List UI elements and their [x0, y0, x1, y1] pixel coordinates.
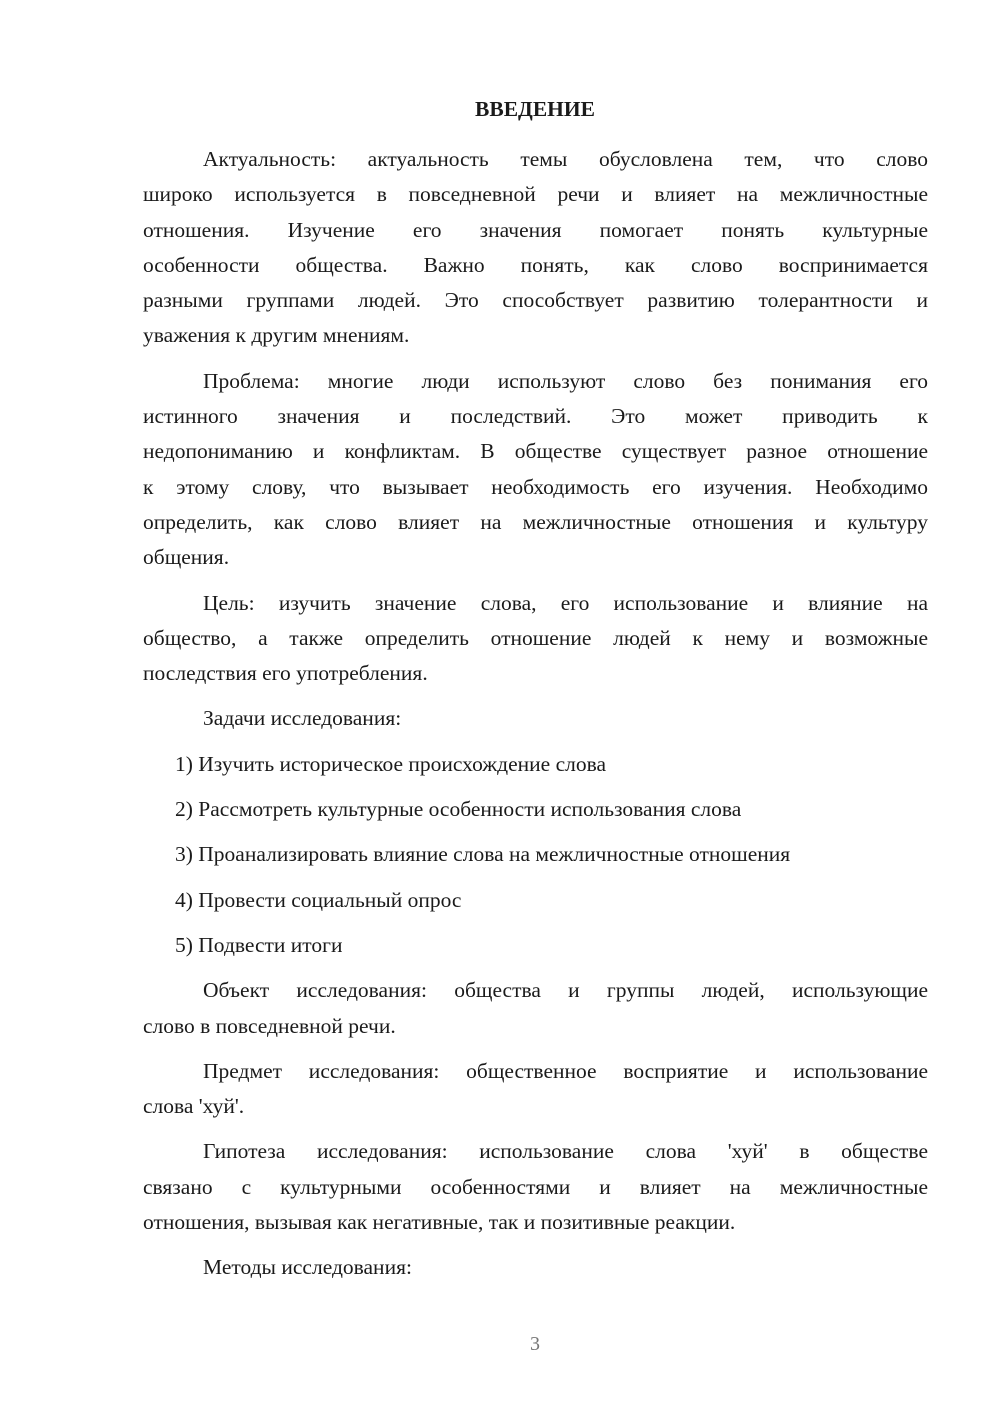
text-line: общения. [143, 545, 230, 570]
text-line: связано с культурными особенностями и влияет на межличностные [143, 1174, 928, 1199]
text-line: отношения. Изучение его значения помогает понять культурные [143, 217, 928, 242]
paragraph [143, 973, 928, 1044]
task-list [143, 747, 928, 973]
text-line: слово в повседневной речи. [143, 1013, 396, 1038]
text-line: общество, а также определить отношение людей к нему и возможные [143, 625, 928, 650]
text-line: Цель: изучить значение слова, его использование и влияние на [203, 590, 928, 615]
section-title: ВВЕДЕНИЕ [475, 97, 595, 121]
page-number: 3 [530, 1333, 540, 1355]
paragraph [143, 701, 928, 736]
list-item: 3) Проанализировать влияние слова на межличностные отношения [175, 842, 791, 867]
text-line: Гипотеза исследования: использование слова 'хуй' в обществе [203, 1139, 928, 1164]
text-line: разными группами людей. Это способствует развитию толерантности и [143, 288, 928, 313]
text-line: последствия его употребления. [143, 661, 428, 686]
list-item: 5) Подвести итоги [175, 932, 343, 957]
paragraph [143, 1250, 928, 1285]
text-line: уважения к другим мнениям. [143, 323, 410, 348]
paragraph [143, 1054, 928, 1125]
text-line: Методы исследования: [203, 1255, 412, 1280]
text-line: к этому слову, что вызывает необходимость его изучения. Необходимо [143, 474, 928, 499]
text-line: Предмет исследования: общественное восприятие и использование [203, 1058, 928, 1083]
paragraph [143, 1134, 928, 1240]
text-line: слова 'хуй'. [143, 1094, 245, 1119]
text-line: Задачи исследования: [203, 706, 402, 731]
list-item: 2) Рассмотреть культурные особенности использования слова [175, 797, 742, 822]
text-line: недопониманию и конфликтам. В обществе существует разное отношение [143, 439, 928, 464]
text-line: определить, как слово влияет на межличностные отношения и культуру [143, 509, 928, 534]
list-item: 4) Провести социальный опрос [175, 887, 462, 912]
text-line: особенности общества. Важно понять, как слово воспринимается [143, 252, 928, 277]
text-line: широко используется в повседневной речи и влияет на межличностные [143, 182, 928, 207]
text-line: Объект исследования: общества и группы людей, использующие [203, 978, 928, 1003]
text-line: Проблема: многие люди используют слово без понимания его [203, 368, 928, 393]
paragraph [143, 142, 928, 354]
text-line: Актуальность: актуальность темы обусловлена тем, что слово [203, 147, 928, 171]
list-item: 1) Изучить историческое происхождение слова [175, 751, 606, 776]
paragraph [143, 586, 928, 692]
text-line: истинного значения и последствий. Это может приводить к [143, 404, 928, 429]
text-line: отношения, вызывая как негативные, так и позитивные реакции. [143, 1210, 736, 1235]
paragraph [143, 364, 928, 576]
document-body [143, 142, 928, 1296]
